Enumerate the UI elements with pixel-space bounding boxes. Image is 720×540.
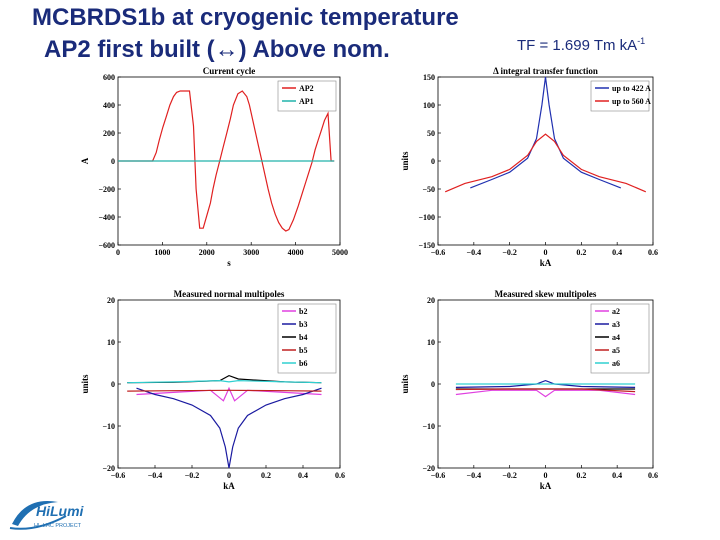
y-tick-label: −50 <box>422 185 435 194</box>
x-tick-label: 0.2 <box>576 471 587 480</box>
slide-title-line-1: MCBRDS1b at cryogenic temperature <box>32 4 459 31</box>
y-tick-label: 0 <box>431 380 435 389</box>
x-tick-label: 0.2 <box>576 248 587 257</box>
legend-label: a3 <box>612 320 620 329</box>
x-tick-label: 0.6 <box>648 471 658 480</box>
x-axis-label: s <box>227 258 231 268</box>
y-tick-label: 50 <box>427 129 435 138</box>
legend-label: b6 <box>299 359 308 368</box>
legend-label: up to 422 A <box>612 84 651 93</box>
y-tick-label: −100 <box>418 213 435 222</box>
legend-label: a6 <box>612 359 620 368</box>
x-tick-label: −0.2 <box>184 471 200 480</box>
x-tick-label: −0.4 <box>466 248 482 257</box>
legend-label: a5 <box>612 346 620 355</box>
x-tick-label: 1000 <box>154 248 171 257</box>
x-tick-label: −0.6 <box>430 471 446 480</box>
y-tick-label: 0 <box>431 157 435 166</box>
y-tick-label: 100 <box>423 101 435 110</box>
tf-exponent: -1 <box>637 36 646 46</box>
svg-text:HiLumi: HiLumi <box>36 503 84 519</box>
x-axis-label: kA <box>539 258 552 268</box>
slide-title-line-2: AP2 first built (↔) Above nom. <box>44 36 390 63</box>
x-tick-label: 0.4 <box>612 471 623 480</box>
x-tick-label: 0.4 <box>298 471 308 480</box>
x-axis-label: kA <box>223 481 235 491</box>
x-tick-label: 2000 <box>198 248 215 257</box>
x-tick-label: 0 <box>116 248 120 257</box>
legend-label: b2 <box>299 307 308 316</box>
legend-label: a2 <box>612 307 620 316</box>
x-tick-label: 0.4 <box>612 248 623 257</box>
tf-text: TF = 1.699 Tm kA <box>517 37 638 54</box>
x-tick-label: −0.2 <box>502 248 517 257</box>
y-tick-label: −150 <box>418 241 435 250</box>
transfer-function-label <box>517 36 645 54</box>
legend-label: AP2 <box>299 84 314 93</box>
y-tick-label: 600 <box>103 73 115 82</box>
chart-normal-multipoles <box>70 285 360 500</box>
y-tick-label: −20 <box>102 464 115 473</box>
x-tick-label: −0.6 <box>110 471 126 480</box>
legend-label: AP1 <box>299 97 314 106</box>
x-tick-label: −0.2 <box>502 471 517 480</box>
x-tick-label: 0.6 <box>648 248 658 257</box>
legend-label: up to 560 A <box>612 97 651 106</box>
y-axis-label: units <box>400 151 410 171</box>
y-tick-label: 10 <box>107 338 115 347</box>
chart-title: Current cycle <box>202 66 256 76</box>
y-tick-label: 200 <box>103 129 115 138</box>
x-tick-label: −0.4 <box>147 471 163 480</box>
legend-label: b3 <box>299 320 308 329</box>
y-tick-label: −200 <box>98 185 115 194</box>
y-tick-label: 0 <box>111 157 115 166</box>
y-tick-label: 150 <box>423 73 435 82</box>
svg-text:HL-LHC PROJECT: HL-LHC PROJECT <box>34 523 82 529</box>
x-axis-label: kA <box>539 481 552 491</box>
y-tick-label: 20 <box>427 296 435 305</box>
legend-label: a4 <box>612 333 620 342</box>
chart-title: Measured skew multipoles <box>494 289 597 299</box>
y-tick-label: 20 <box>107 296 115 305</box>
chart-title: Measured normal multipoles <box>173 289 285 299</box>
chart-delta-transfer-function <box>400 62 670 277</box>
x-tick-label: 0 <box>543 471 548 480</box>
x-tick-label: 0 <box>227 471 231 480</box>
y-tick-label: −10 <box>102 422 115 431</box>
y-axis-label: units <box>80 374 90 394</box>
y-axis-label: units <box>400 374 410 394</box>
legend-label: b4 <box>299 333 308 342</box>
chart-current-cycle <box>70 62 360 277</box>
x-tick-label: 3000 <box>243 248 260 257</box>
y-tick-label: −20 <box>422 464 435 473</box>
x-tick-label: −0.6 <box>430 248 446 257</box>
y-tick-label: 10 <box>427 338 435 347</box>
x-tick-label: 0.6 <box>335 471 345 480</box>
x-tick-label: 5000 <box>332 248 348 257</box>
y-tick-label: 400 <box>103 101 115 110</box>
y-tick-label: −10 <box>422 422 435 431</box>
y-tick-label: −600 <box>98 241 115 250</box>
x-tick-label: 0 <box>543 248 548 257</box>
hilumi-logo <box>6 494 106 534</box>
x-tick-label: −0.4 <box>466 471 482 480</box>
chart-title: Δ integral transfer function <box>493 66 598 76</box>
x-tick-label: 0.2 <box>261 471 271 480</box>
y-axis-label: A <box>80 157 90 165</box>
legend-label: b5 <box>299 346 308 355</box>
chart-skew-multipoles <box>400 285 670 500</box>
x-tick-label: 4000 <box>287 248 304 257</box>
y-tick-label: 0 <box>111 380 115 389</box>
y-tick-label: −400 <box>98 213 115 222</box>
